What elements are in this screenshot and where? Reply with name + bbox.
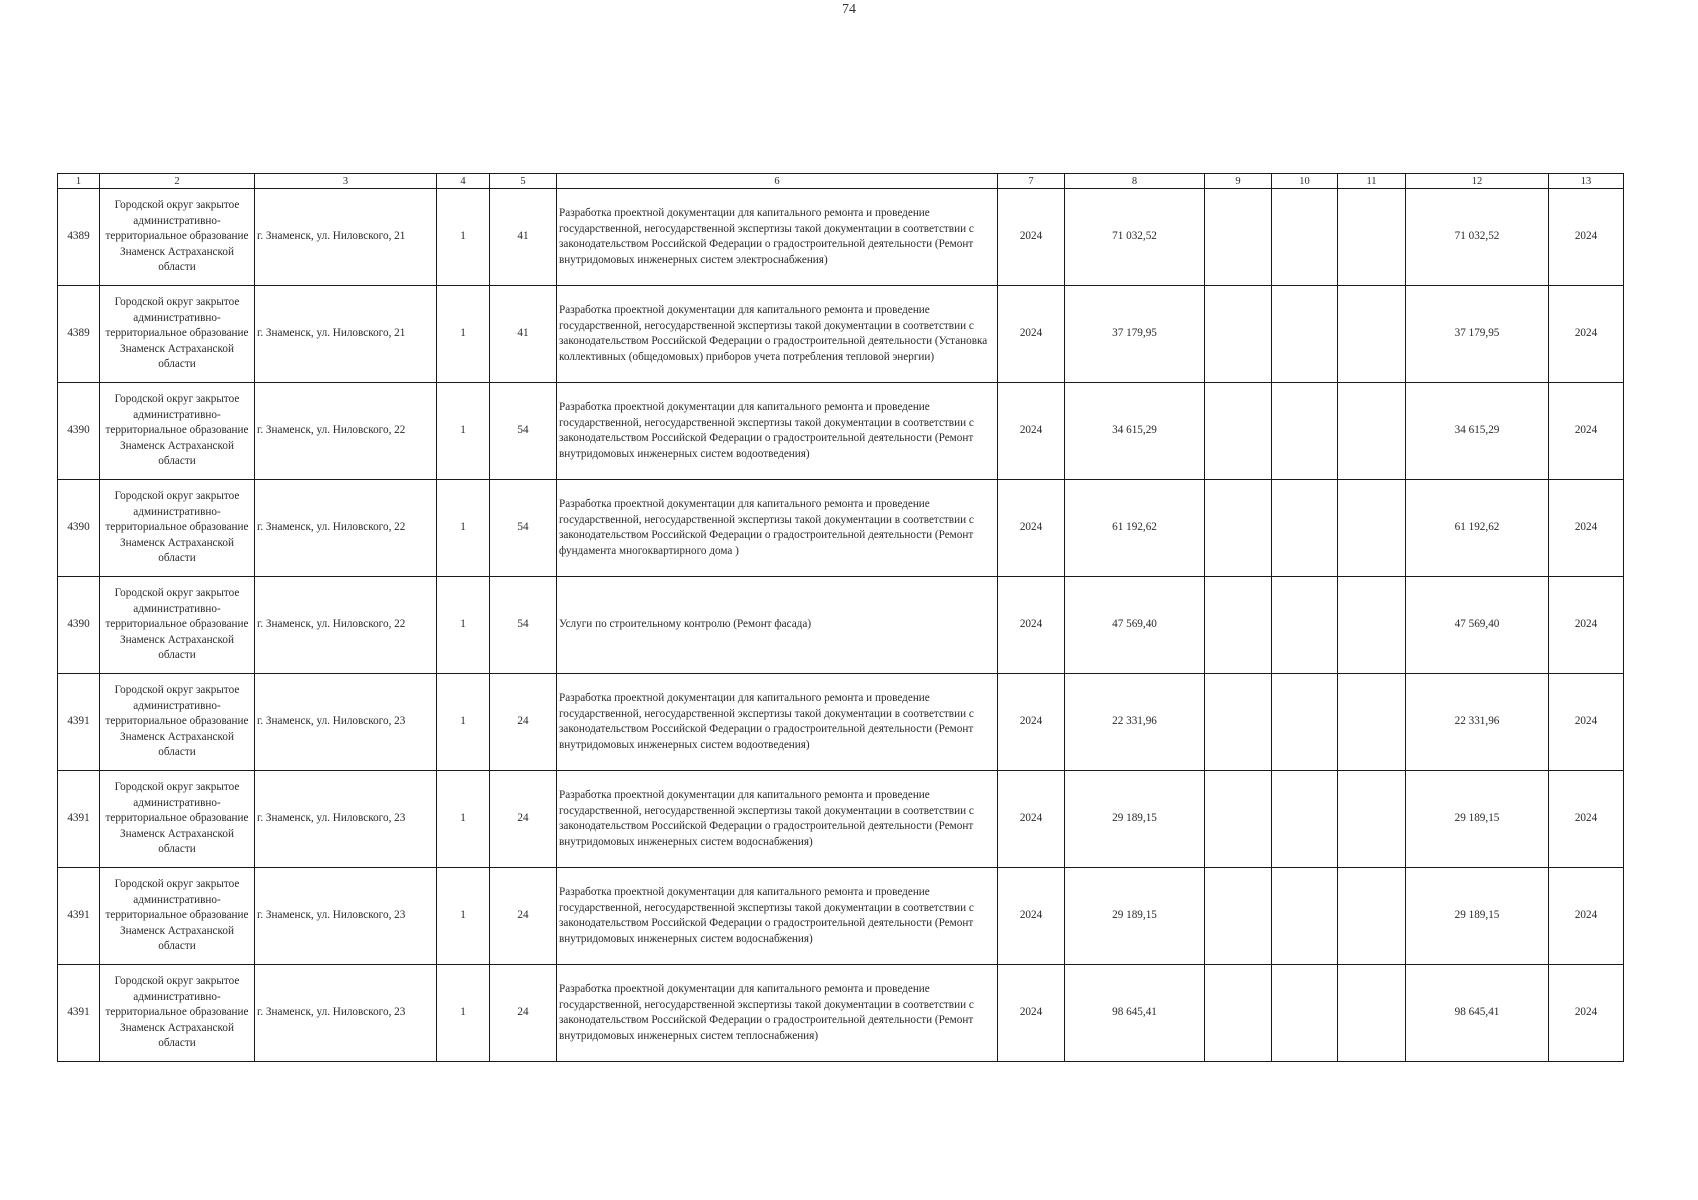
total-cost-cell: 71 032,52 [1065, 189, 1205, 286]
work-description-cell: Разработка проектной документации для капитального ремонта и проведение государственной, негосударственной экспертизы такой документации в соответствии с законодательством Российской Федерации о градостроительной деятельности (Установка коллективных (общедомовых) приборов учета потребления тепловой энергии) [557, 286, 998, 383]
column-11-cell [1338, 577, 1406, 674]
total-cost-cell: 29 189,15 [1065, 868, 1205, 965]
column-9-cell [1205, 286, 1272, 383]
address-cell: г. Знаменск, ул. Ниловского, 22 [255, 480, 437, 577]
address-cell: г. Знаменск, ул. Ниловского, 23 [255, 674, 437, 771]
table-row [58, 383, 1624, 480]
table-row [58, 868, 1624, 965]
municipality-cell: Городской округ закрытое административно-территориальное образование Знаменск Астраханской области [100, 189, 255, 286]
municipality-cell: Городской округ закрытое административно-территориальное образование Знаменск Астраханской области [100, 771, 255, 868]
column-header: 5 [490, 174, 557, 189]
column-11-cell [1338, 868, 1406, 965]
column-9-cell [1205, 868, 1272, 965]
column-header: 9 [1205, 174, 1272, 189]
column-5-cell: 24 [490, 771, 557, 868]
total-cost-cell: 61 192,62 [1065, 480, 1205, 577]
column-5-cell: 54 [490, 577, 557, 674]
column-11-cell [1338, 189, 1406, 286]
table-row [58, 771, 1624, 868]
column-header: 3 [255, 174, 437, 189]
work-description-cell: Разработка проектной документации для капитального ремонта и проведение государственной, негосударственной экспертизы такой документации в соответствии с законодательством Российской Федерации о градостроительной деятельности (Ремонт внутридомовых инженерных систем электроснабжения) [557, 189, 998, 286]
work-description-cell: Разработка проектной документации для капитального ремонта и проведение государственной, негосударственной экспертизы такой документации в соответствии с законодательством Российской Федерации о градостроительной деятельности (Ремонт внутридомовых инженерных систем теплоснабжения) [557, 965, 998, 1062]
municipality-cell: Городской округ закрытое административно-территориальное образование Знаменск Астраханской области [100, 868, 255, 965]
column-9-cell [1205, 674, 1272, 771]
column-5-cell: 24 [490, 965, 557, 1062]
row-id-cell: 4390 [58, 383, 100, 480]
municipality-cell: Городской округ закрытое административно-территориальное образование Знаменск Астраханской области [100, 577, 255, 674]
column-12-cell: 37 179,95 [1406, 286, 1549, 383]
column-12-cell: 22 331,96 [1406, 674, 1549, 771]
column-12-cell: 71 032,52 [1406, 189, 1549, 286]
column-10-cell [1272, 868, 1338, 965]
column-5-cell: 41 [490, 286, 557, 383]
column-13-cell: 2024 [1549, 189, 1624, 286]
column-13-cell: 2024 [1549, 771, 1624, 868]
row-id-cell: 4391 [58, 868, 100, 965]
page-number: 74 [842, 2, 856, 17]
total-cost-cell: 34 615,29 [1065, 383, 1205, 480]
column-number-row [58, 174, 1624, 189]
column-10-cell [1272, 480, 1338, 577]
table-body [58, 189, 1624, 1062]
column-13-cell: 2024 [1549, 577, 1624, 674]
year-cell: 2024 [998, 577, 1065, 674]
column-11-cell [1338, 383, 1406, 480]
column-4-cell: 1 [437, 674, 490, 771]
column-9-cell [1205, 965, 1272, 1062]
total-cost-cell: 22 331,96 [1065, 674, 1205, 771]
column-9-cell [1205, 480, 1272, 577]
municipality-cell: Городской округ закрытое административно-территориальное образование Знаменск Астраханской области [100, 674, 255, 771]
column-11-cell [1338, 965, 1406, 1062]
work-description-cell: Разработка проектной документации для капитального ремонта и проведение государственной, негосударственной экспертизы такой документации в соответствии с законодательством Российской Федерации о градостроительной деятельности (Ремонт внутридомовых инженерных систем водоснабжения) [557, 771, 998, 868]
column-11-cell [1338, 480, 1406, 577]
work-description-cell: Разработка проектной документации для капитального ремонта и проведение государственной, негосударственной экспертизы такой документации в соответствии с законодательством Российской Федерации о градостроительной деятельности (Ремонт внутридомовых инженерных систем водоотведения) [557, 383, 998, 480]
column-12-cell: 98 645,41 [1406, 965, 1549, 1062]
row-id-cell: 4390 [58, 577, 100, 674]
municipality-cell: Городской округ закрытое административно-территориальное образование Знаменск Астраханской области [100, 383, 255, 480]
column-4-cell: 1 [437, 480, 490, 577]
column-10-cell [1272, 577, 1338, 674]
column-header: 2 [100, 174, 255, 189]
column-12-cell: 34 615,29 [1406, 383, 1549, 480]
column-5-cell: 24 [490, 674, 557, 771]
year-cell: 2024 [998, 771, 1065, 868]
total-cost-cell: 47 569,40 [1065, 577, 1205, 674]
program-table [57, 173, 1624, 1062]
row-id-cell: 4389 [58, 286, 100, 383]
year-cell: 2024 [998, 480, 1065, 577]
column-10-cell [1272, 771, 1338, 868]
row-id-cell: 4391 [58, 965, 100, 1062]
row-id-cell: 4391 [58, 674, 100, 771]
column-9-cell [1205, 577, 1272, 674]
address-cell: г. Знаменск, ул. Ниловского, 22 [255, 577, 437, 674]
work-description-cell: Разработка проектной документации для капитального ремонта и проведение государственной, негосударственной экспертизы такой документации в соответствии с законодательством Российской Федерации о градостроительной деятельности (Ремонт внутридомовых инженерных систем водоснабжения) [557, 868, 998, 965]
work-description-cell: Разработка проектной документации для капитального ремонта и проведение государственной, негосударственной экспертизы такой документации в соответствии с законодательством Российской Федерации о градостроительной деятельности (Ремонт фундамента многоквартирного дома ) [557, 480, 998, 577]
column-5-cell: 41 [490, 189, 557, 286]
year-cell: 2024 [998, 674, 1065, 771]
column-header: 7 [998, 174, 1065, 189]
column-4-cell: 1 [437, 965, 490, 1062]
table-row [58, 577, 1624, 674]
year-cell: 2024 [998, 383, 1065, 480]
column-4-cell: 1 [437, 189, 490, 286]
column-header: 11 [1338, 174, 1406, 189]
column-header: 4 [437, 174, 490, 189]
column-header: 6 [557, 174, 998, 189]
table-row [58, 480, 1624, 577]
column-13-cell: 2024 [1549, 965, 1624, 1062]
total-cost-cell: 98 645,41 [1065, 965, 1205, 1062]
column-13-cell: 2024 [1549, 480, 1624, 577]
work-description-cell: Услуги по строительному контролю (Ремонт фасада) [557, 577, 998, 674]
column-12-cell: 61 192,62 [1406, 480, 1549, 577]
column-4-cell: 1 [437, 286, 490, 383]
work-description-cell: Разработка проектной документации для капитального ремонта и проведение государственной, негосударственной экспертизы такой документации в соответствии с законодательством Российской Федерации о градостроительной деятельности (Ремонт внутридомовых инженерных систем водоотведения) [557, 674, 998, 771]
column-9-cell [1205, 771, 1272, 868]
column-10-cell [1272, 383, 1338, 480]
column-header: 8 [1065, 174, 1205, 189]
year-cell: 2024 [998, 189, 1065, 286]
municipality-cell: Городской округ закрытое административно-территориальное образование Знаменск Астраханской области [100, 286, 255, 383]
column-5-cell: 54 [490, 383, 557, 480]
column-5-cell: 24 [490, 868, 557, 965]
column-10-cell [1272, 965, 1338, 1062]
column-4-cell: 1 [437, 383, 490, 480]
address-cell: г. Знаменск, ул. Ниловского, 23 [255, 771, 437, 868]
column-11-cell [1338, 674, 1406, 771]
column-9-cell [1205, 383, 1272, 480]
year-cell: 2024 [998, 868, 1065, 965]
column-10-cell [1272, 286, 1338, 383]
table-row [58, 286, 1624, 383]
address-cell: г. Знаменск, ул. Ниловского, 21 [255, 286, 437, 383]
column-5-cell: 54 [490, 480, 557, 577]
column-header: 12 [1406, 174, 1549, 189]
column-9-cell [1205, 189, 1272, 286]
column-10-cell [1272, 189, 1338, 286]
address-cell: г. Знаменск, ул. Ниловского, 21 [255, 189, 437, 286]
column-header: 1 [58, 174, 100, 189]
column-13-cell: 2024 [1549, 383, 1624, 480]
total-cost-cell: 29 189,15 [1065, 771, 1205, 868]
column-4-cell: 1 [437, 868, 490, 965]
address-cell: г. Знаменск, ул. Ниловского, 22 [255, 383, 437, 480]
column-13-cell: 2024 [1549, 286, 1624, 383]
column-13-cell: 2024 [1549, 868, 1624, 965]
column-12-cell: 47 569,40 [1406, 577, 1549, 674]
column-4-cell: 1 [437, 577, 490, 674]
year-cell: 2024 [998, 286, 1065, 383]
address-cell: г. Знаменск, ул. Ниловского, 23 [255, 868, 437, 965]
column-header: 10 [1272, 174, 1338, 189]
municipality-cell: Городской округ закрытое административно-территориальное образование Знаменск Астраханской области [100, 480, 255, 577]
row-id-cell: 4389 [58, 189, 100, 286]
column-10-cell [1272, 674, 1338, 771]
table-row [58, 674, 1624, 771]
column-11-cell [1338, 286, 1406, 383]
table-row [58, 965, 1624, 1062]
row-id-cell: 4391 [58, 771, 100, 868]
column-11-cell [1338, 771, 1406, 868]
table-row [58, 189, 1624, 286]
column-4-cell: 1 [437, 771, 490, 868]
municipality-cell: Городской округ закрытое административно-территориальное образование Знаменск Астраханской области [100, 965, 255, 1062]
row-id-cell: 4390 [58, 480, 100, 577]
column-13-cell: 2024 [1549, 674, 1624, 771]
column-12-cell: 29 189,15 [1406, 771, 1549, 868]
column-header: 13 [1549, 174, 1624, 189]
column-12-cell: 29 189,15 [1406, 868, 1549, 965]
address-cell: г. Знаменск, ул. Ниловского, 23 [255, 965, 437, 1062]
total-cost-cell: 37 179,95 [1065, 286, 1205, 383]
year-cell: 2024 [998, 965, 1065, 1062]
